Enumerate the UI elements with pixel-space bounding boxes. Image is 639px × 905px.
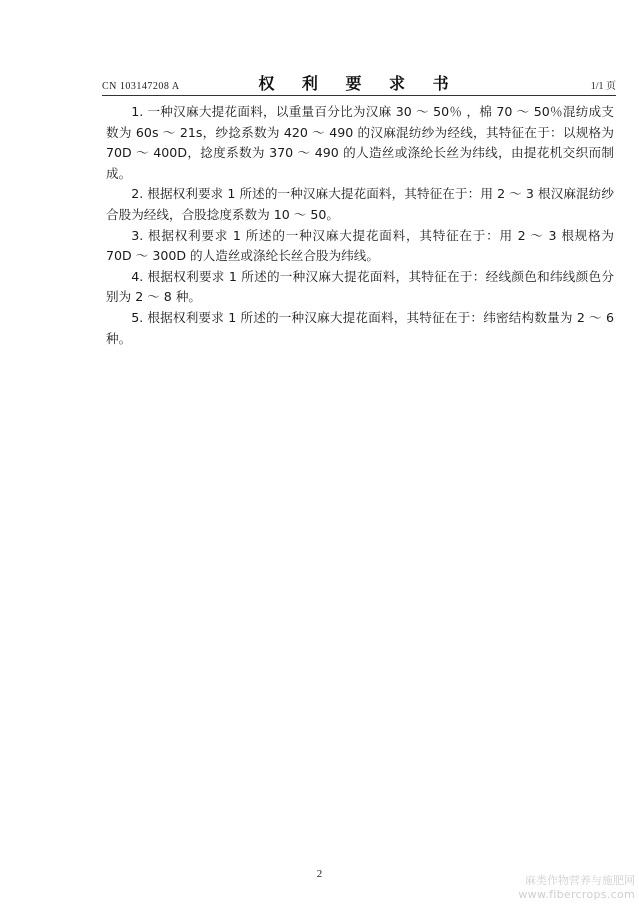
claim-1: 1. 一种汉麻大提花面料，以重量百分比为汉麻 30 ～ 50％ ，棉 70 ～ 50％混纺成支数为 60s ～ 21s，纱捻系数为 420 ～ 490 的汉麻混纺纱为经线，其特征在于：以规格为 70D ～ 400D，捻度系数为 370 ～ 490 的人造丝或涤纶长丝为纬线，由提花机交织而制成。 xyxy=(106,104,614,181)
document-title: 权 利 要 求 书 xyxy=(258,74,460,93)
claim-3: 3. 根据权利要求 1 所述的一种汉麻大提花面料，其特征在于：用 2 ～ 3 根规格为 70D ～ 300D 的人造丝或涤纶长丝合股为纬线。 xyxy=(106,227,614,264)
page-header xyxy=(102,72,616,94)
page-indicator: 1/1 页 xyxy=(590,81,616,92)
claim-4: 4. 根据权利要求 1 所述的一种汉麻大提花面料，其特征在于：经线颜色和纬线颜色分别为 2 ～ 8 种。 xyxy=(106,268,614,305)
watermark xyxy=(518,874,635,902)
claim-2: 2. 根据权利要求 1 所述的一种汉麻大提花面料，其特征在于：用 2 ～ 3 根汉麻混纺纱合股为经线，合股捻度系数为 10 ～ 50。 xyxy=(106,186,614,222)
page-number: 2 xyxy=(316,868,323,880)
claims-body xyxy=(106,102,614,349)
watermark-site-name: 麻类作物营养与施肥网 xyxy=(525,874,635,887)
watermark-url: www.fibercrops.com xyxy=(518,888,635,901)
patent-number: CN 103147208 A xyxy=(102,81,180,92)
header-divider xyxy=(102,95,616,96)
claim-5: 5. 根据权利要求 1 所述的一种汉麻大提花面料，其特征在于：纬密结构数量为 2 ～ 6 种。 xyxy=(106,309,614,346)
